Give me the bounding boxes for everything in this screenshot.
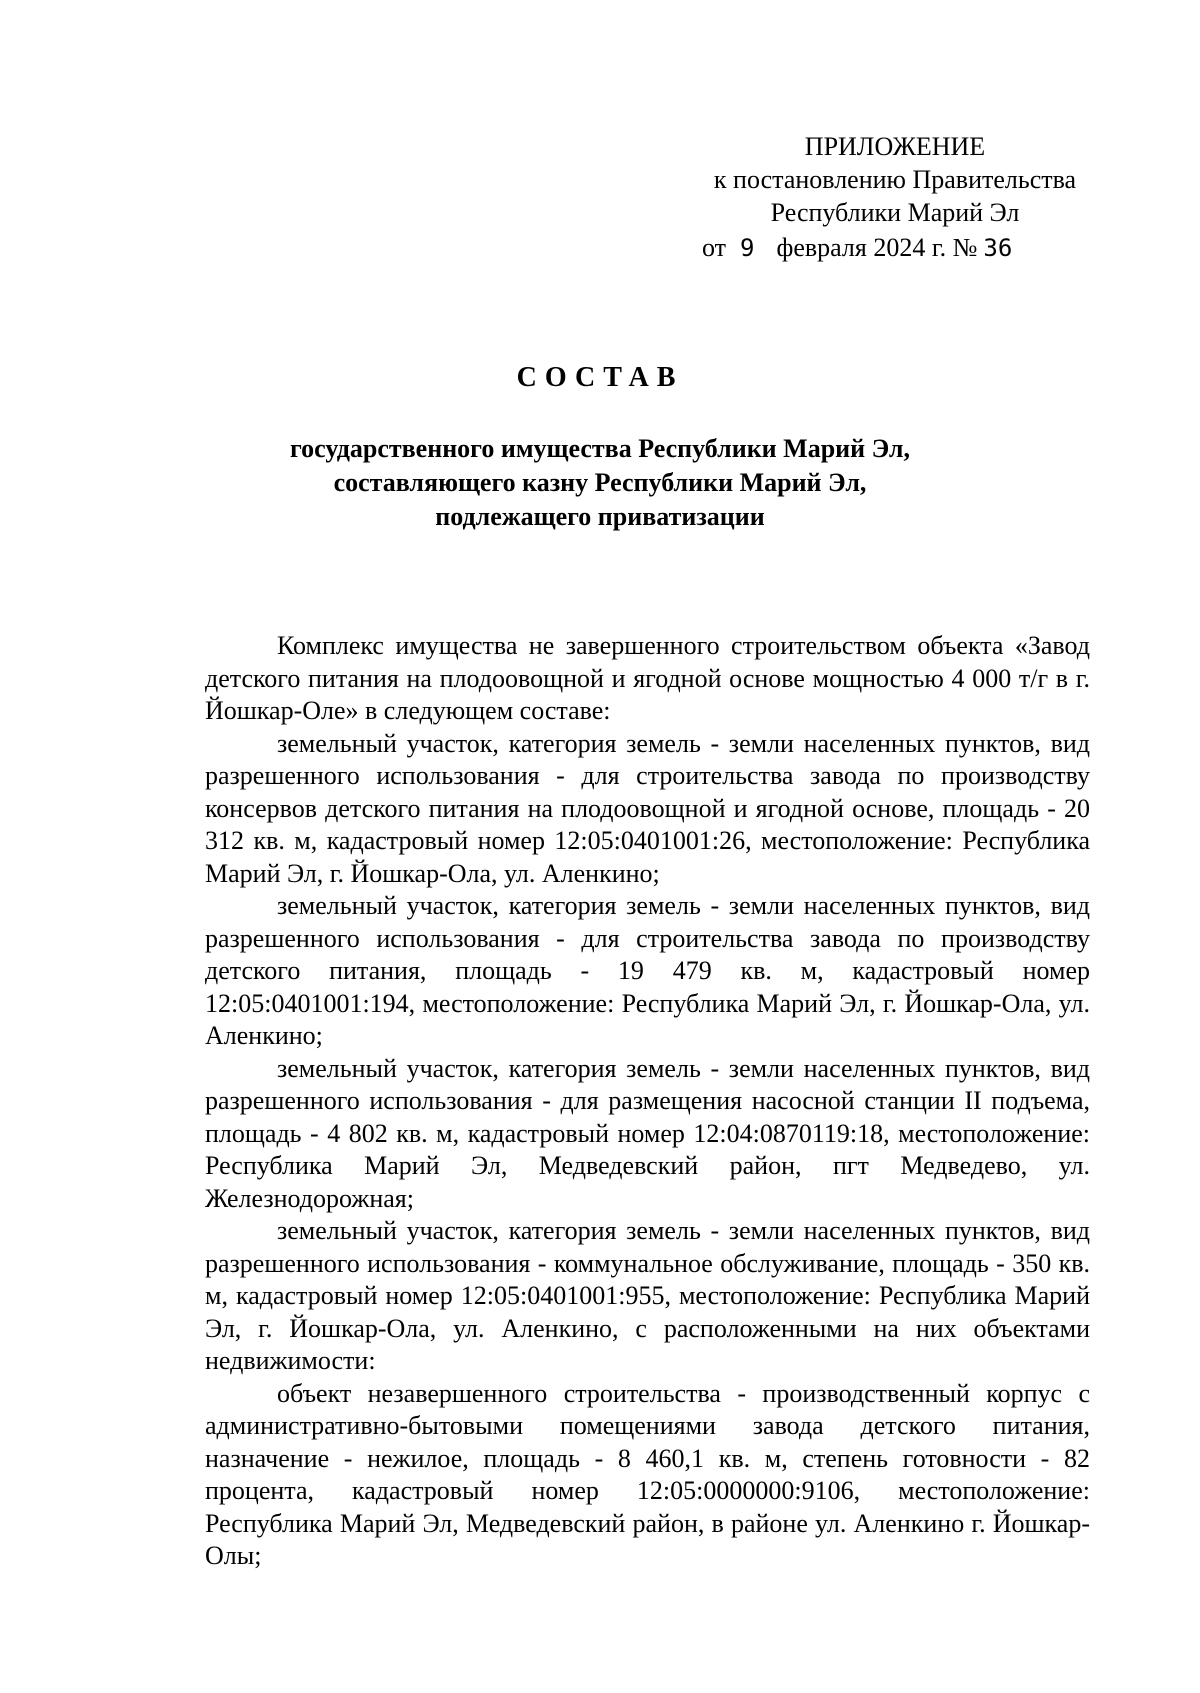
appendix-header: [680, 130, 1110, 265]
document-title: СОСТАВ: [516, 362, 684, 393]
appendix-title: ПРИЛОЖЕНИЕ: [804, 132, 986, 161]
paragraph-construction-object: объект незавершенного строительства - производственный корпус с административно-бытовыми помещениями завода детского питания, назначение - нежилое, площадь - 8 460,1 кв. м, степень готовности - 82 процента, кадастровый номер 12:05:0000000:9106, местоположение: Республика Марий Эл, Медведевский район, в районе ул. Аленкино г. Йошкар-Олы;: [205, 1378, 1090, 1570]
date-day: 9: [740, 234, 755, 262]
paragraph-land-plot-3: земельный участок, категория земель - земли населенных пунктов, вид разрешенного использования - для размещения насосной станции II подъема, площадь - 4 802 кв. м, кадастровый номер 12:04:0870119:18, местоположение: Республика Марий Эл, Медведевский район, пгт Медведево, ул. Железнодорожная;: [205, 1053, 1090, 1213]
paragraph-complex: Комплекс имущества не завершенного строительством объекта «Завод детского питания на плодоовощной и ягодной основе мощностью 4 000 т/г в г. Йошкар-Оле» в следующем составе:: [205, 631, 1090, 725]
paragraph-land-plot-2: земельный участок, категория земель - земли населенных пунктов, вид разрешенного использования - для строительства завода по производству детского питания, площадь - 19 479 кв. м, кадастровый номер 12:05:0401001:194, местоположение: Республика Марий Эл, г. Йошкар-Ола, ул. Аленкино;: [205, 891, 1090, 1050]
appendix-line-1: к постановлению Правительства: [713, 165, 1077, 194]
document-body: [205, 630, 1090, 1573]
subtitle-line-1: государственного имущества Республики Марий Эл,: [290, 434, 910, 463]
appendix-date-line: [680, 231, 1110, 265]
appendix-line-2: Республики Марий Эл: [770, 198, 1020, 227]
subtitle-line-2: составляющего казну Республики Марий Эл,: [333, 468, 867, 497]
date-month-year: февраля 2024 г. №: [776, 233, 978, 262]
paragraph-land-plot-1: земельный участок, категория земель - земли населенных пунктов, вид разрешенного использования - для строительства завода по производству консервов детского питания на плодоовощной и ягодной основе, площадь - 20 312 кв. м, кадастровый номер 12:05:0401001:26, местоположение: Республика Марий Эл, г. Йошкар-Ола, ул. Аленкино;: [205, 728, 1090, 888]
date-prefix: от: [702, 233, 727, 262]
decree-number: 36: [983, 234, 1013, 262]
paragraph-land-plot-4: земельный участок, категория земель - земли населенных пунктов, вид разрешенного использования - коммунальное обслуживание, площадь - 350 кв. м, кадастровый номер 12:05:0401001:955, местоположение: Республика Марий Эл, г. Йошкар-Ола, ул. Аленкино, с расположенными на них объектами недвижимости:: [205, 1216, 1090, 1375]
subtitle-line-3: подлежащего приватизации: [435, 502, 765, 531]
document-subtitle: [200, 432, 1000, 534]
